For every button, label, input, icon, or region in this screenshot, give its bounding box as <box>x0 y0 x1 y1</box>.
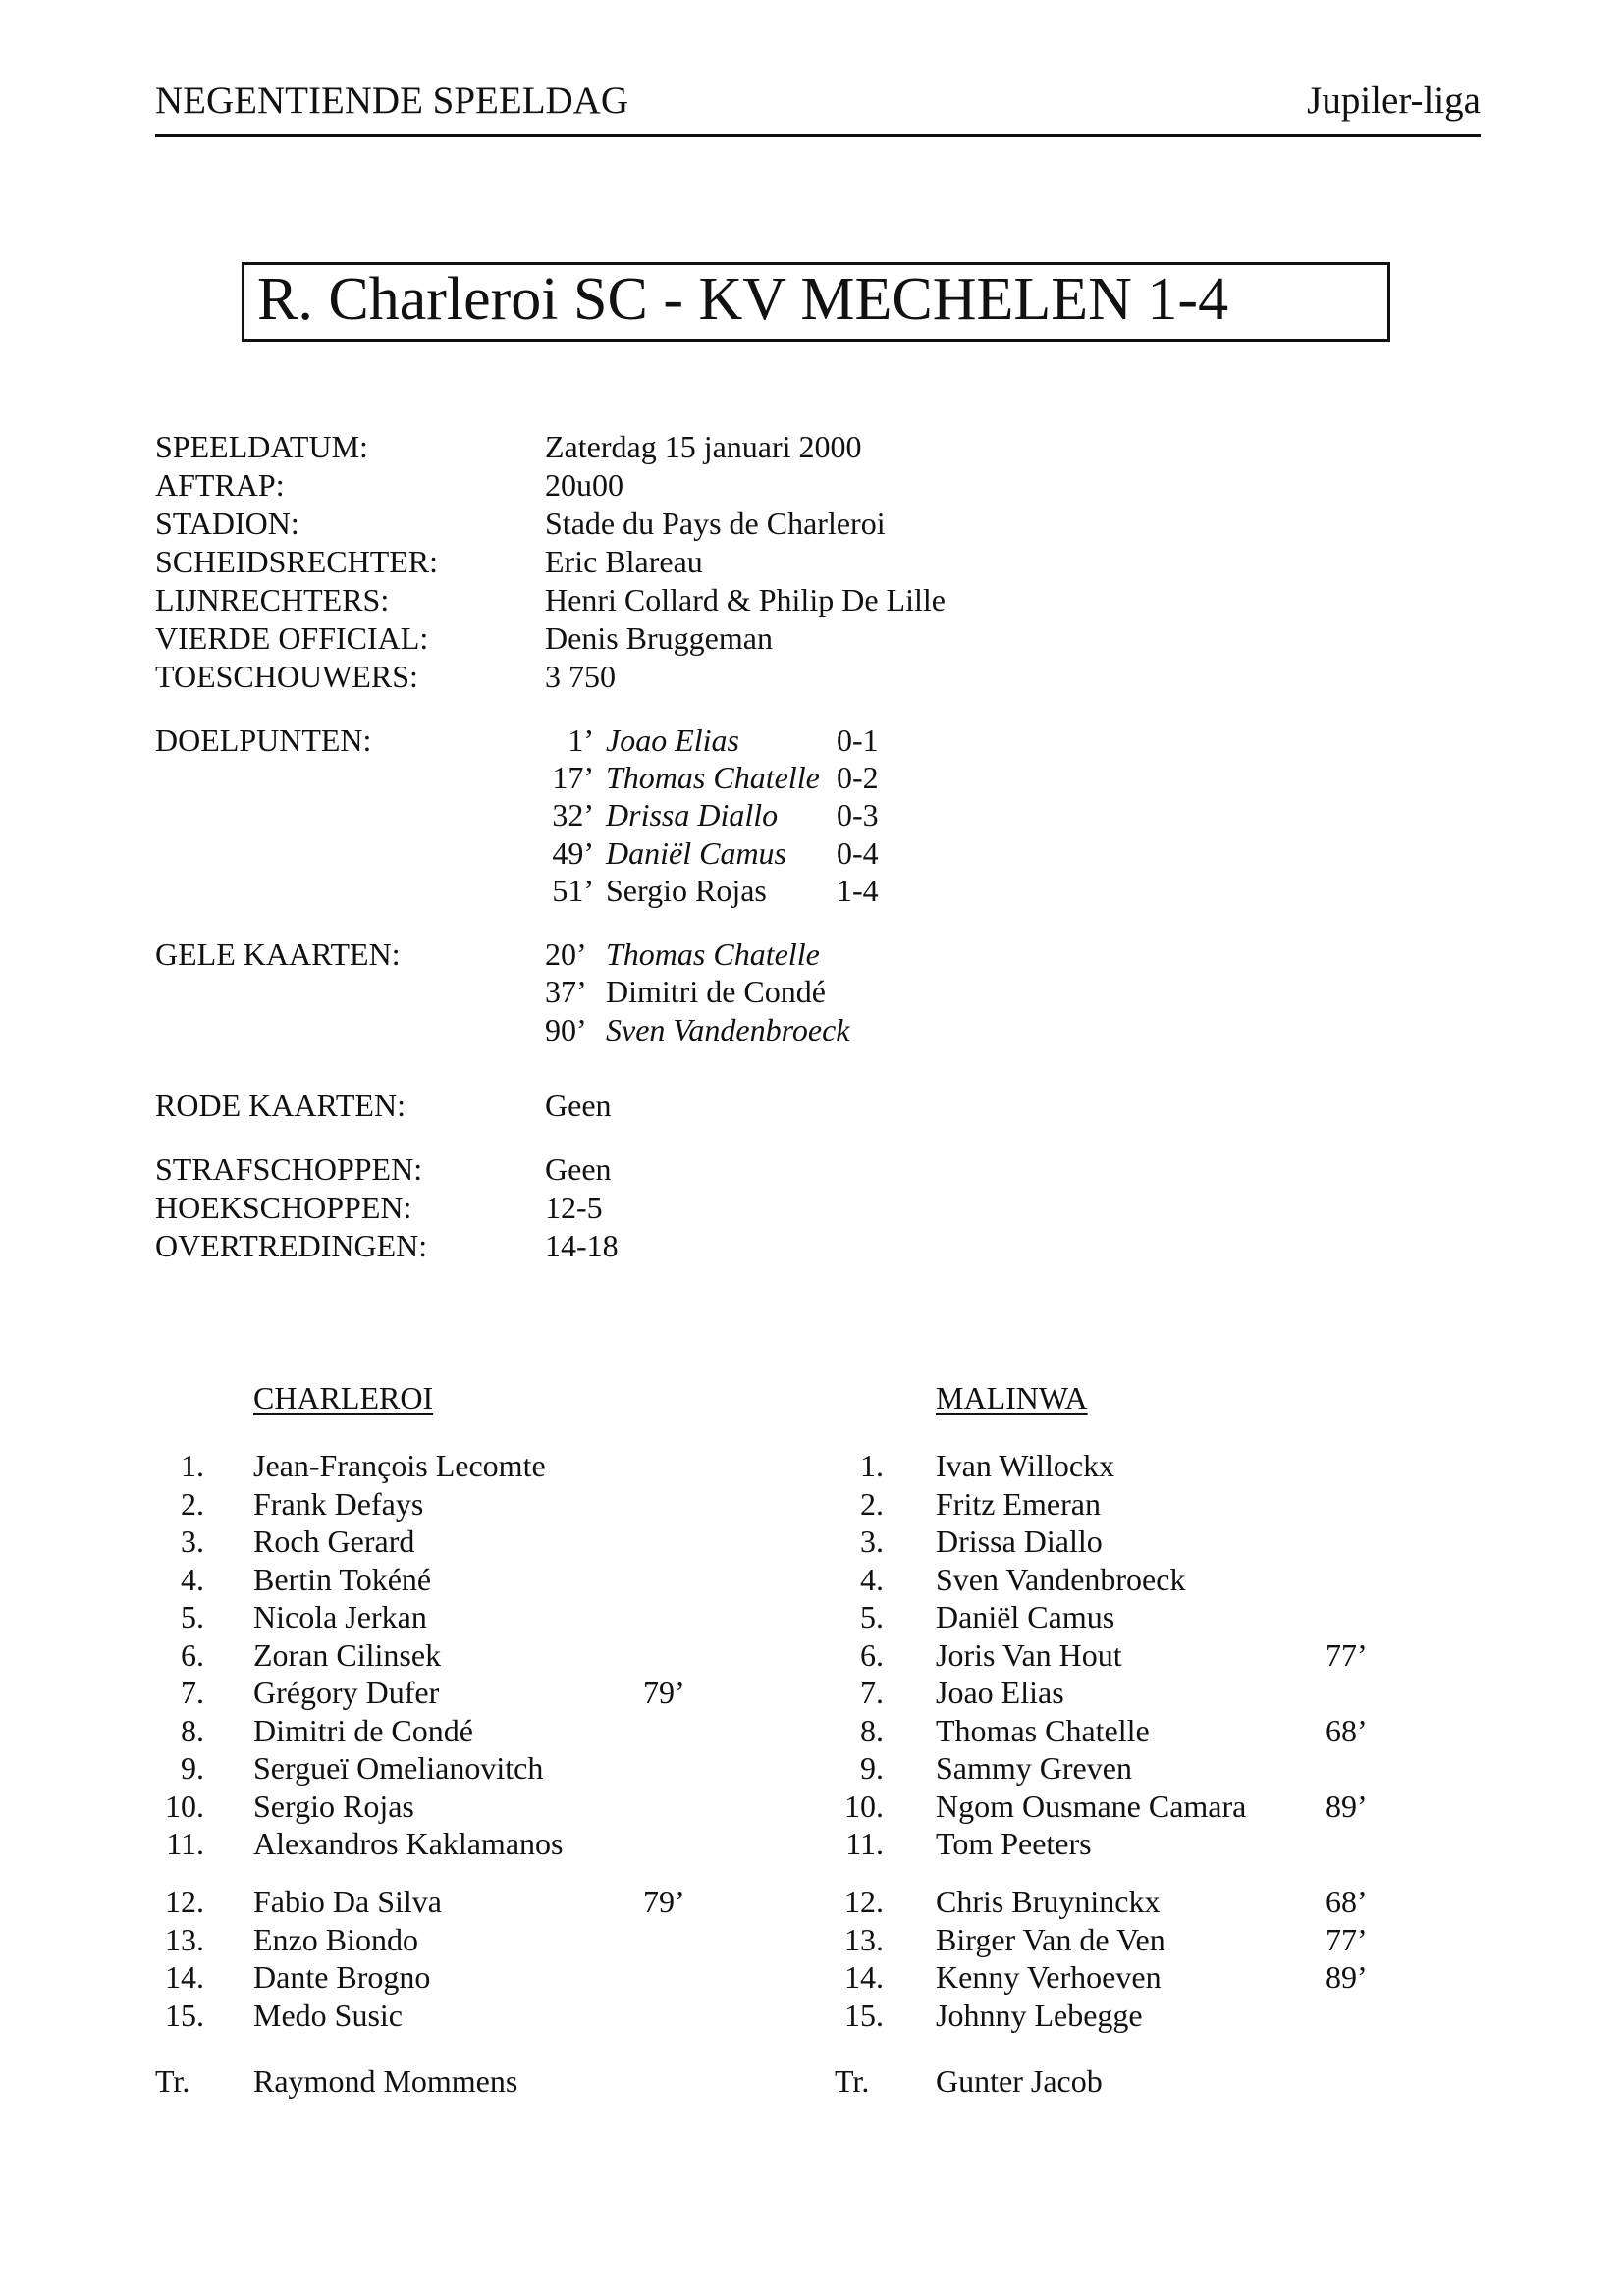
player-number: 2. <box>860 1486 884 1522</box>
card-minute: 20’ <box>545 936 587 972</box>
player-name: Roch Gerard <box>253 1523 415 1559</box>
corners-label: HOEKSCHOPPEN: <box>155 1190 412 1225</box>
card-player: Thomas Chatelle <box>606 936 820 972</box>
player-number: 7. <box>860 1675 884 1710</box>
player-name: Tom Peeters <box>936 1826 1092 1861</box>
info-label-date: SPEELDATUM: <box>155 429 368 464</box>
substitution-minute: 79’ <box>643 1884 685 1919</box>
league-name: Jupiler-liga <box>1307 80 1481 122</box>
player-name: Daniël Camus <box>936 1599 1115 1634</box>
player-number: 4. <box>181 1562 204 1597</box>
coach-label: Tr. <box>835 2063 870 2099</box>
player-name: Zoran Cilinsek <box>253 1637 442 1673</box>
player-name: Ngom Ousmane Camara <box>936 1789 1247 1824</box>
substitution-minute: 68’ <box>1326 1713 1368 1748</box>
info-label-referee: SCHEIDSRECHTER: <box>155 544 439 579</box>
info-label-kickoff: AFTRAP: <box>155 467 285 503</box>
player-name: Alexandros Kaklamanos <box>253 1826 564 1861</box>
sub-number: 12. <box>844 1884 884 1919</box>
player-number: 8. <box>860 1713 884 1748</box>
player-name: Ivan Willockx <box>936 1448 1115 1483</box>
yellow-cards-label: GELE KAARTEN: <box>155 936 401 972</box>
red-cards-label: RODE KAARTEN: <box>155 1088 406 1123</box>
info-label-linesmen: LIJNRECHTERS: <box>155 582 390 617</box>
player-name: Grégory Dufer <box>253 1675 440 1710</box>
player-number: 2. <box>181 1486 204 1522</box>
goal-score: 0-3 <box>837 797 879 832</box>
player-name: Sergueï Omelianovitch <box>253 1750 544 1786</box>
sub-number: 12. <box>165 1884 204 1919</box>
substitution-minute: 79’ <box>643 1675 685 1710</box>
player-name: Bertin Tokéné <box>253 1562 432 1597</box>
player-number: 4. <box>860 1562 884 1597</box>
sub-name: Birger Van de Ven <box>936 1922 1165 1957</box>
info-label-stadium: STADION: <box>155 506 299 541</box>
sub-name: Enzo Biondo <box>253 1922 418 1957</box>
coach-label: Tr. <box>155 2063 190 2099</box>
player-name: Jean-François Lecomte <box>253 1448 546 1483</box>
info-value-stadium: Stade du Pays de Charleroi <box>545 506 886 541</box>
info-value-kickoff: 20u00 <box>545 467 623 503</box>
match-title: R. Charleroi SC - KV MECHELEN 1-4 <box>257 266 1229 333</box>
sub-number: 13. <box>165 1922 204 1957</box>
sub-number: 13. <box>844 1922 884 1957</box>
player-number: 1. <box>860 1448 884 1483</box>
goal-score: 1-4 <box>837 873 879 908</box>
sub-name: Chris Bruyninckx <box>936 1884 1161 1919</box>
info-value-date: Zaterdag 15 januari 2000 <box>545 429 862 464</box>
player-number: 5. <box>181 1599 204 1634</box>
player-name: Joris Van Hout <box>936 1637 1122 1673</box>
player-number: 10. <box>844 1789 884 1824</box>
player-name: Joao Elias <box>936 1675 1064 1710</box>
penalties-label: STRAFSCHOPPEN: <box>155 1151 423 1187</box>
substitution-minute: 77’ <box>1326 1637 1368 1673</box>
corners-value: 12-5 <box>545 1190 603 1225</box>
home-team-heading: CHARLEROI <box>253 1380 434 1415</box>
player-name: Sven Vandenbroeck <box>936 1562 1186 1597</box>
goal-minute: 51’ <box>552 873 594 908</box>
card-minute: 37’ <box>545 974 587 1009</box>
goal-score: 0-1 <box>837 722 879 758</box>
coach-name: Gunter Jacob <box>936 2063 1103 2099</box>
player-number: 10. <box>165 1789 204 1824</box>
goal-scorer: Joao Elias <box>606 722 739 758</box>
player-name: Sammy Greven <box>936 1750 1132 1786</box>
sub-name: Dante Brogno <box>253 1959 431 1995</box>
info-value-linesmen: Henri Collard & Philip De Lille <box>545 582 946 617</box>
goal-minute: 17’ <box>552 760 594 795</box>
goal-minute: 1’ <box>568 722 594 758</box>
sub-number: 15. <box>844 1998 884 2033</box>
card-player: Dimitri de Condé <box>606 974 826 1009</box>
card-player: Sven Vandenbroeck <box>606 1012 850 1047</box>
player-number: 6. <box>181 1637 204 1673</box>
player-name: Drissa Diallo <box>936 1523 1103 1559</box>
goals-label: DOELPUNTEN: <box>155 722 372 758</box>
sub-number: 15. <box>165 1998 204 2033</box>
card-minute: 90’ <box>545 1012 587 1047</box>
sub-number: 14. <box>844 1959 884 1995</box>
goal-scorer: Drissa Diallo <box>606 797 779 832</box>
info-label-fourth-official: VIERDE OFFICIAL: <box>155 620 429 656</box>
substitution-minute: 77’ <box>1326 1922 1368 1957</box>
goal-minute: 32’ <box>552 797 594 832</box>
sub-name: Medo Susic <box>253 1998 403 2033</box>
player-number: 11. <box>845 1826 884 1861</box>
substitution-minute: 89’ <box>1326 1959 1368 1995</box>
header-divider <box>155 134 1481 137</box>
player-name: Thomas Chatelle <box>936 1713 1150 1748</box>
player-name: Nicola Jerkan <box>253 1599 427 1634</box>
fouls-value: 14-18 <box>545 1228 619 1263</box>
player-name: Fritz Emeran <box>936 1486 1101 1522</box>
player-number: 3. <box>181 1523 204 1559</box>
player-number: 7. <box>181 1675 204 1710</box>
goal-scorer: Thomas Chatelle <box>606 760 820 795</box>
sub-name: Fabio Da Silva <box>253 1884 442 1919</box>
goal-score: 0-4 <box>837 835 879 871</box>
sub-number: 14. <box>165 1959 204 1995</box>
player-name: Sergio Rojas <box>253 1789 414 1824</box>
player-number: 6. <box>860 1637 884 1673</box>
player-number: 5. <box>860 1599 884 1634</box>
goal-scorer: Sergio Rojas <box>606 873 767 908</box>
info-value-attendance: 3 750 <box>545 659 616 694</box>
player-name: Dimitri de Condé <box>253 1713 473 1748</box>
goal-score: 0-2 <box>837 760 879 795</box>
goal-scorer: Daniël Camus <box>606 835 786 871</box>
player-number: 9. <box>181 1750 204 1786</box>
sub-name: Kenny Verhoeven <box>936 1959 1162 1995</box>
red-cards-value: Geen <box>545 1088 612 1123</box>
player-number: 3. <box>860 1523 884 1559</box>
goal-minute: 49’ <box>552 835 594 871</box>
info-value-fourth-official: Denis Bruggeman <box>545 620 773 656</box>
away-team-heading: MALINWA <box>936 1380 1088 1415</box>
player-name: Frank Defays <box>253 1486 424 1522</box>
coach-name: Raymond Mommens <box>253 2063 518 2099</box>
player-number: 11. <box>166 1826 204 1861</box>
substitution-minute: 89’ <box>1326 1789 1368 1824</box>
info-value-referee: Eric Blareau <box>545 544 703 579</box>
player-number: 1. <box>181 1448 204 1483</box>
info-label-attendance: TOESCHOUWERS: <box>155 659 418 694</box>
penalties-value: Geen <box>545 1151 612 1187</box>
fouls-label: OVERTREDINGEN: <box>155 1228 428 1263</box>
substitution-minute: 68’ <box>1326 1884 1368 1919</box>
player-number: 9. <box>860 1750 884 1786</box>
sub-name: Johnny Lebegge <box>936 1998 1143 2033</box>
round-title: NEGENTIENDE SPEELDAG <box>155 80 629 122</box>
player-number: 8. <box>181 1713 204 1748</box>
